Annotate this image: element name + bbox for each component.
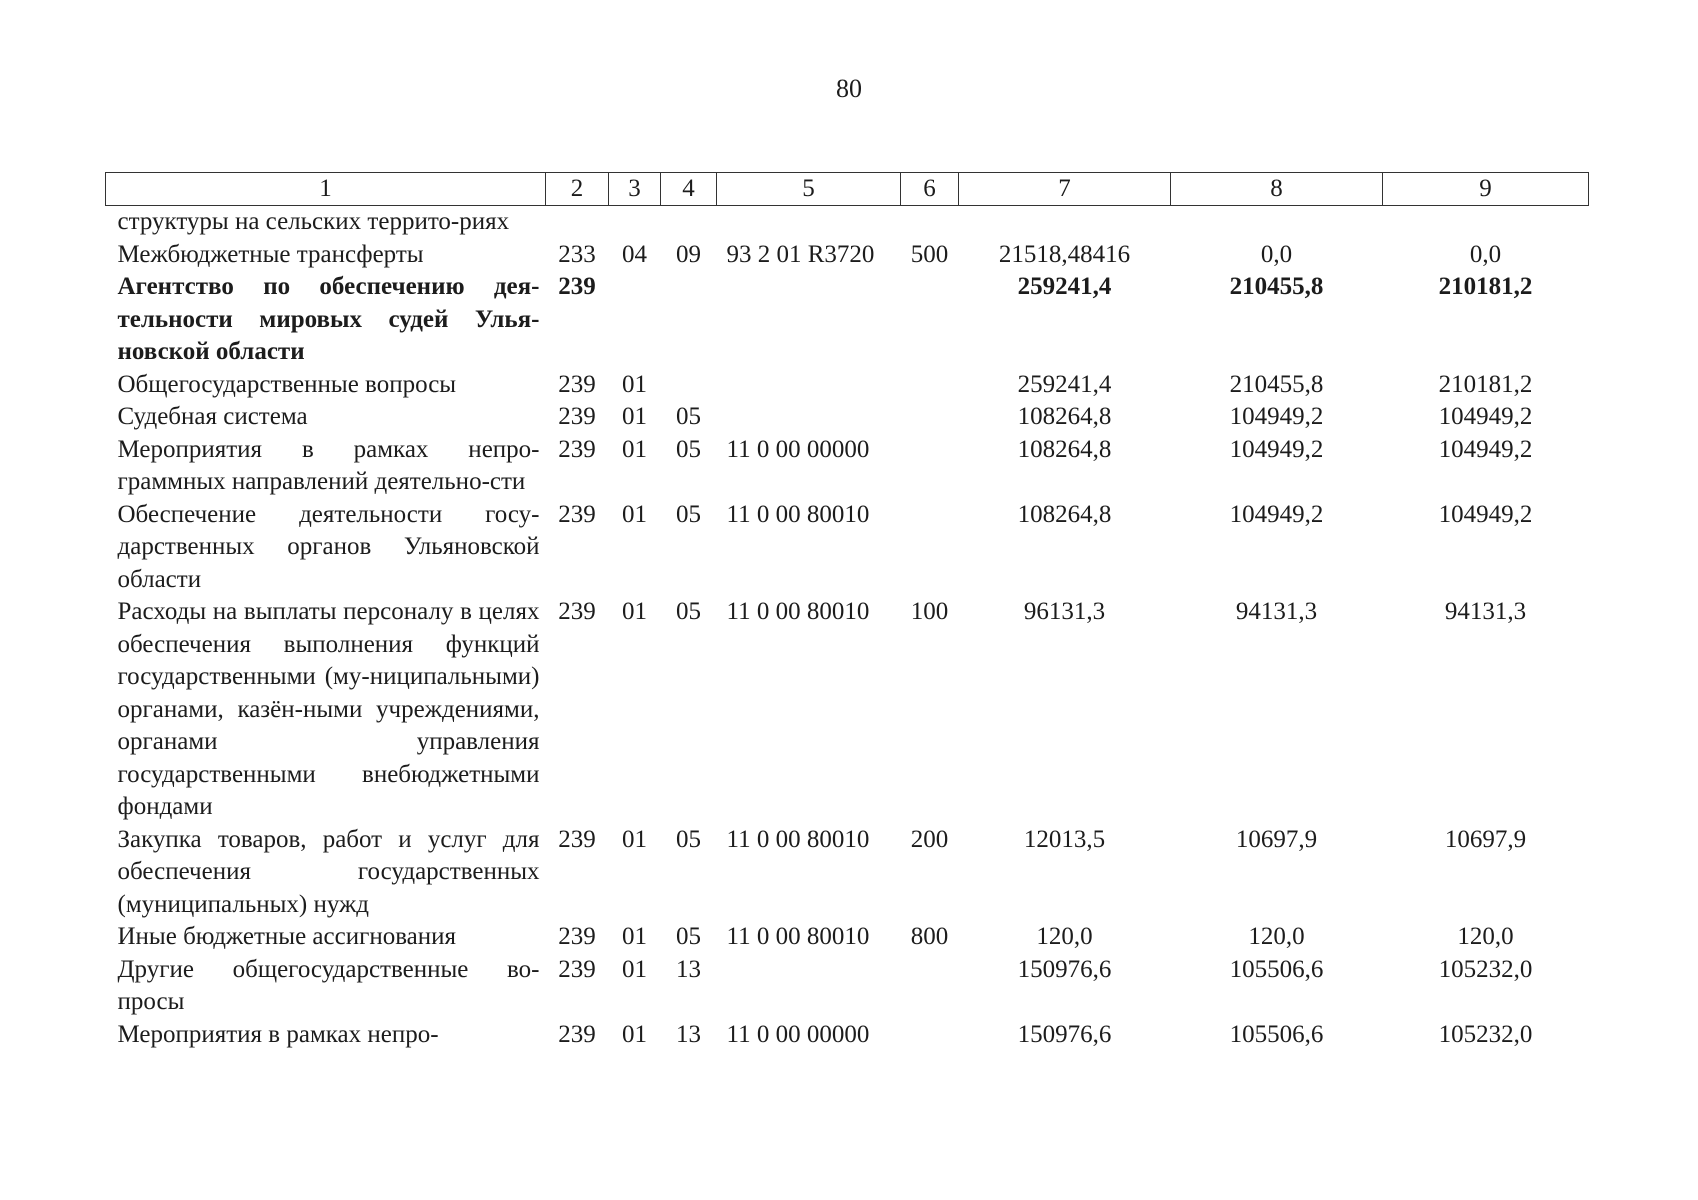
amount-col9-cell: 94131,3 (1444, 598, 1527, 625)
target-article-cell: 11 0 00 80010 (726, 923, 870, 950)
admin-code-cell: 239 (558, 403, 596, 430)
table-row (106, 596, 1589, 824)
expense-type-cell: 100 (910, 598, 949, 625)
target-article-cell (717, 271, 901, 369)
table-body (106, 206, 1589, 1052)
amount-col7-cell: 259241,4 (1017, 370, 1112, 398)
expense-type-cell (901, 271, 959, 369)
table-row (106, 1019, 1589, 1052)
amount-col8-cell: 210455,8 (1229, 370, 1324, 398)
table-row (106, 271, 1589, 369)
subsection-code-cell: 05 (676, 435, 701, 463)
section-code-cell: 01 (622, 825, 647, 853)
column-header: 5 (717, 173, 901, 206)
column-header: 2 (546, 173, 609, 206)
table-row (106, 401, 1589, 434)
table-row (106, 239, 1589, 272)
table-row (106, 824, 1589, 922)
amount-col9-cell: 105232,0 (1438, 1020, 1533, 1048)
item-name-cell: Мероприятия в рамках непро- (117, 1020, 439, 1048)
item-name-cell: структуры на сельских террито-риях (117, 208, 510, 235)
section-code-cell: 01 (622, 598, 647, 625)
admin-code-cell: 239 (558, 370, 596, 398)
target-article-cell (717, 954, 901, 1019)
section-code-cell: 01 (622, 403, 647, 430)
admin-code-cell: 233 (558, 240, 596, 268)
amount-col7-cell: 12013,5 (1023, 825, 1106, 853)
section-code-cell: 01 (622, 955, 647, 983)
amount-col9-cell: 210181,2 (1438, 370, 1533, 398)
amount-col8-cell: 104949,2 (1229, 500, 1324, 528)
subsection-code-cell: 13 (676, 1020, 701, 1048)
expense-type-cell (901, 369, 959, 402)
amount-col8-cell: 105506,6 (1229, 1020, 1324, 1048)
admin-code-cell (546, 206, 609, 239)
admin-code-cell: 239 (558, 825, 596, 853)
item-name-cell: Агентство по обеспечению дея-тельности мировых судей Улья-новской области (117, 273, 540, 365)
section-code-cell: 01 (622, 1020, 647, 1048)
item-name-cell: Расходы на выплаты персоналу в целях обеспечения выполнения функций государственными (му-ниципальными) органами, казён-ными учреждениями, органами управления государственными внебюджетными фондами (117, 598, 540, 820)
subsection-code-cell: 05 (676, 598, 701, 625)
amount-col8-cell: 105506,6 (1229, 955, 1324, 983)
amount-col8-cell: 210455,8 (1229, 273, 1324, 300)
expense-type-cell (901, 434, 959, 499)
subsection-code-cell: 05 (676, 923, 701, 950)
section-code-cell: 01 (622, 370, 647, 398)
target-article-cell: 11 0 00 00000 (726, 435, 870, 463)
subsection-code-cell: 05 (676, 825, 701, 853)
target-article-cell: 11 0 00 80010 (726, 500, 870, 528)
amount-col7-cell: 108264,8 (1017, 500, 1112, 528)
expense-type-cell (901, 1019, 959, 1052)
expense-type-cell (901, 401, 959, 434)
amount-col8-cell: 120,0 (1248, 923, 1305, 950)
item-name-cell: Общегосударственные вопросы (117, 370, 457, 398)
column-header: 9 (1383, 173, 1589, 206)
expense-type-cell: 200 (910, 825, 949, 853)
amount-col7-cell (959, 206, 1171, 239)
column-number-header-row (106, 173, 1589, 206)
subsection-code-cell: 13 (676, 955, 701, 983)
target-article-cell: 11 0 00 00000 (726, 1020, 870, 1048)
section-code-cell: 01 (622, 435, 647, 463)
item-name-cell: Другие общегосударственные во-просы (117, 955, 540, 1015)
amount-col9-cell: 104949,2 (1438, 500, 1533, 528)
admin-code-cell: 239 (558, 500, 596, 528)
amount-col9-cell: 10697,9 (1444, 825, 1527, 853)
item-name-cell: Мероприятия в рамках непро-граммных направлений деятельно-сти (117, 435, 540, 495)
column-header: 7 (959, 173, 1171, 206)
item-name-cell: Закупка товаров, работ и услуг для обеспечения государственных (муниципальных) нужд (117, 825, 540, 918)
table-row (106, 499, 1589, 597)
expense-type-cell (901, 499, 959, 597)
table-row (106, 434, 1589, 499)
admin-code-cell: 239 (558, 923, 596, 950)
table-row (106, 954, 1589, 1019)
target-article-cell (717, 369, 901, 402)
admin-code-cell: 239 (558, 435, 596, 463)
amount-col7-cell: 96131,3 (1023, 598, 1106, 625)
column-header: 3 (609, 173, 661, 206)
amount-col9-cell: 104949,2 (1438, 435, 1533, 463)
target-article-cell (717, 401, 901, 434)
expense-type-cell: 500 (910, 240, 949, 268)
table-row (106, 921, 1589, 954)
amount-col7-cell: 150976,6 (1017, 1020, 1112, 1048)
amount-col8-cell: 94131,3 (1235, 598, 1318, 625)
amount-col7-cell: 120,0 (1036, 923, 1093, 950)
amount-col7-cell: 108264,8 (1017, 435, 1112, 463)
section-code-cell: 04 (622, 240, 647, 268)
amount-col9-cell: 0,0 (1469, 240, 1502, 268)
item-name-cell: Судебная система (117, 403, 308, 430)
item-name-cell: Иные бюджетные ассигнования (117, 923, 457, 950)
item-name-cell: Обеспечение деятельности госу-дарственных органов Ульяновской области (117, 500, 540, 593)
target-article-cell: 11 0 00 80010 (726, 598, 870, 625)
section-code-cell (609, 271, 661, 369)
column-header: 1 (106, 173, 546, 206)
subsection-code-cell: 05 (676, 500, 701, 528)
amount-col8-cell: 0,0 (1260, 240, 1293, 268)
expense-type-cell: 800 (910, 923, 949, 950)
amount-col8-cell (1171, 206, 1383, 239)
page-number: 80 (836, 74, 862, 103)
expense-type-cell (901, 954, 959, 1019)
amount-col7-cell: 259241,4 (1017, 273, 1112, 300)
section-code-cell: 01 (622, 500, 647, 528)
subsection-code-cell: 05 (676, 403, 701, 430)
amount-col9-cell: 104949,2 (1438, 403, 1533, 430)
budget-table (105, 172, 1589, 1051)
column-header: 4 (661, 173, 717, 206)
amount-col9-cell (1383, 206, 1589, 239)
amount-col8-cell: 104949,2 (1229, 403, 1324, 430)
admin-code-cell: 239 (558, 598, 596, 625)
subsection-code-cell (661, 206, 717, 239)
admin-code-cell: 239 (558, 273, 596, 300)
amount-col9-cell: 120,0 (1457, 923, 1514, 950)
amount-col8-cell: 10697,9 (1235, 825, 1318, 853)
column-header: 8 (1171, 173, 1383, 206)
table-row (106, 369, 1589, 402)
amount-col7-cell: 108264,8 (1017, 403, 1112, 430)
amount-col9-cell: 210181,2 (1438, 273, 1533, 300)
target-article-cell: 93 2 01 R3720 (726, 240, 875, 268)
subsection-code-cell (661, 271, 717, 369)
item-name-cell: Межбюджетные трансферты (117, 240, 424, 268)
subsection-code-cell: 09 (676, 240, 701, 268)
amount-col7-cell: 150976,6 (1017, 955, 1112, 983)
subsection-code-cell (661, 369, 717, 402)
section-code-cell (609, 206, 661, 239)
amount-col8-cell: 104949,2 (1229, 435, 1324, 463)
section-code-cell: 01 (622, 923, 647, 950)
target-article-cell (717, 206, 901, 239)
expense-type-cell (901, 206, 959, 239)
admin-code-cell: 239 (558, 1020, 596, 1048)
column-header: 6 (901, 173, 959, 206)
amount-col9-cell: 105232,0 (1438, 955, 1533, 983)
table-row (106, 206, 1589, 239)
admin-code-cell: 239 (558, 955, 596, 983)
target-article-cell: 11 0 00 80010 (726, 825, 870, 853)
amount-col7-cell: 21518,48416 (998, 240, 1131, 268)
